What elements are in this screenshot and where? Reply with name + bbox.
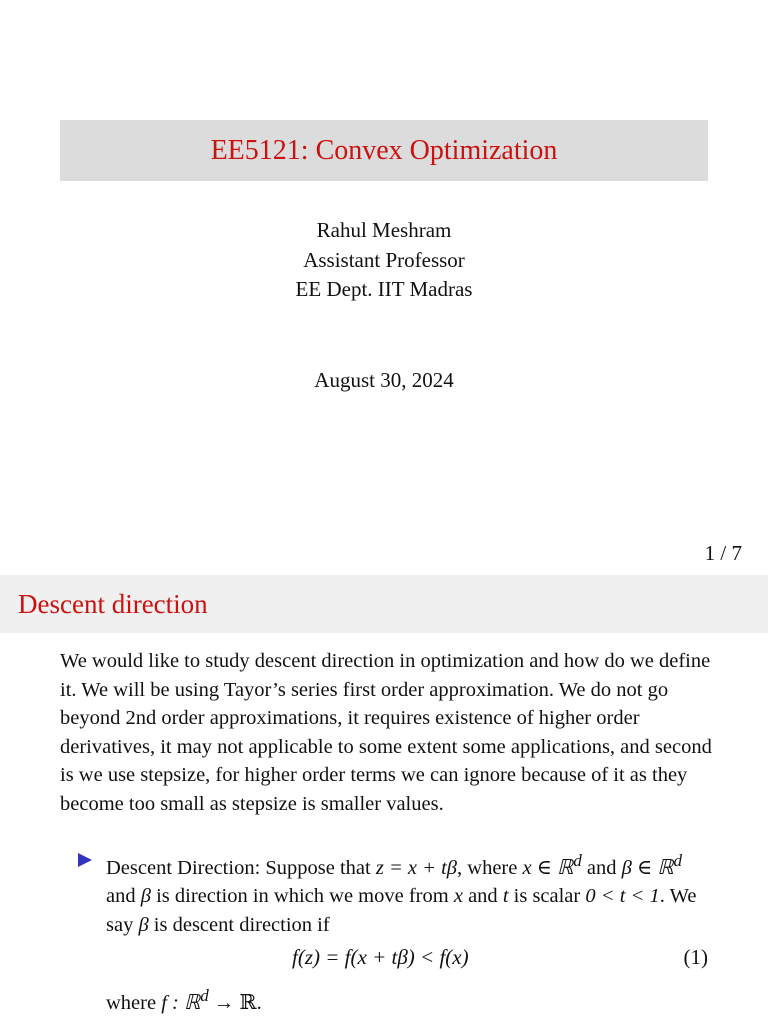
presentation-date: August 30, 2024: [314, 368, 454, 392]
equation-formula: f(z) = f(x + tβ) < f(x): [292, 945, 469, 969]
author-position: Assistant Professor: [303, 247, 465, 272]
page-number: 1 / 7: [704, 541, 742, 565]
frame-title: Descent direction: [18, 589, 208, 619]
slide-title: EE5121: Convex Optimization: [210, 134, 558, 166]
intro-paragraph: We would like to study descent direction in optimization and how do we define it. We will be using Tayor’s series first order approximation. We do not go beyond 2nd order approximations, it requires existence of higher order derivatives, it may not applicable to some extent some applications, and second is we use stepsize, for higher order terms we can ignore because of it as they become too small as stepsize is smaller values.: [60, 650, 712, 815]
title-box: [60, 120, 708, 181]
frame-header: [0, 575, 768, 633]
author-affiliation: EE Dept. IIT Madras: [295, 277, 473, 301]
equation-number: (1): [683, 945, 708, 969]
where-clause: where f : ℝ$^d$ → ℝ.: [106, 986, 262, 1014]
bullet-text: Descent Direction: Suppose that z = x + tβ, where x ∈ ℝ$^d$ and β ∈ ℝ$^d$ and β is direction in which we move from x and t is scalar 0 < t < 1. We say β is descent direction if: [106, 851, 697, 937]
bullet-triangle-icon: [78, 853, 92, 867]
author-name: Rahul Meshram: [316, 218, 452, 242]
author-block: [0, 216, 768, 305]
content-slide: [0, 575, 768, 1024]
equation-row: [60, 945, 708, 975]
